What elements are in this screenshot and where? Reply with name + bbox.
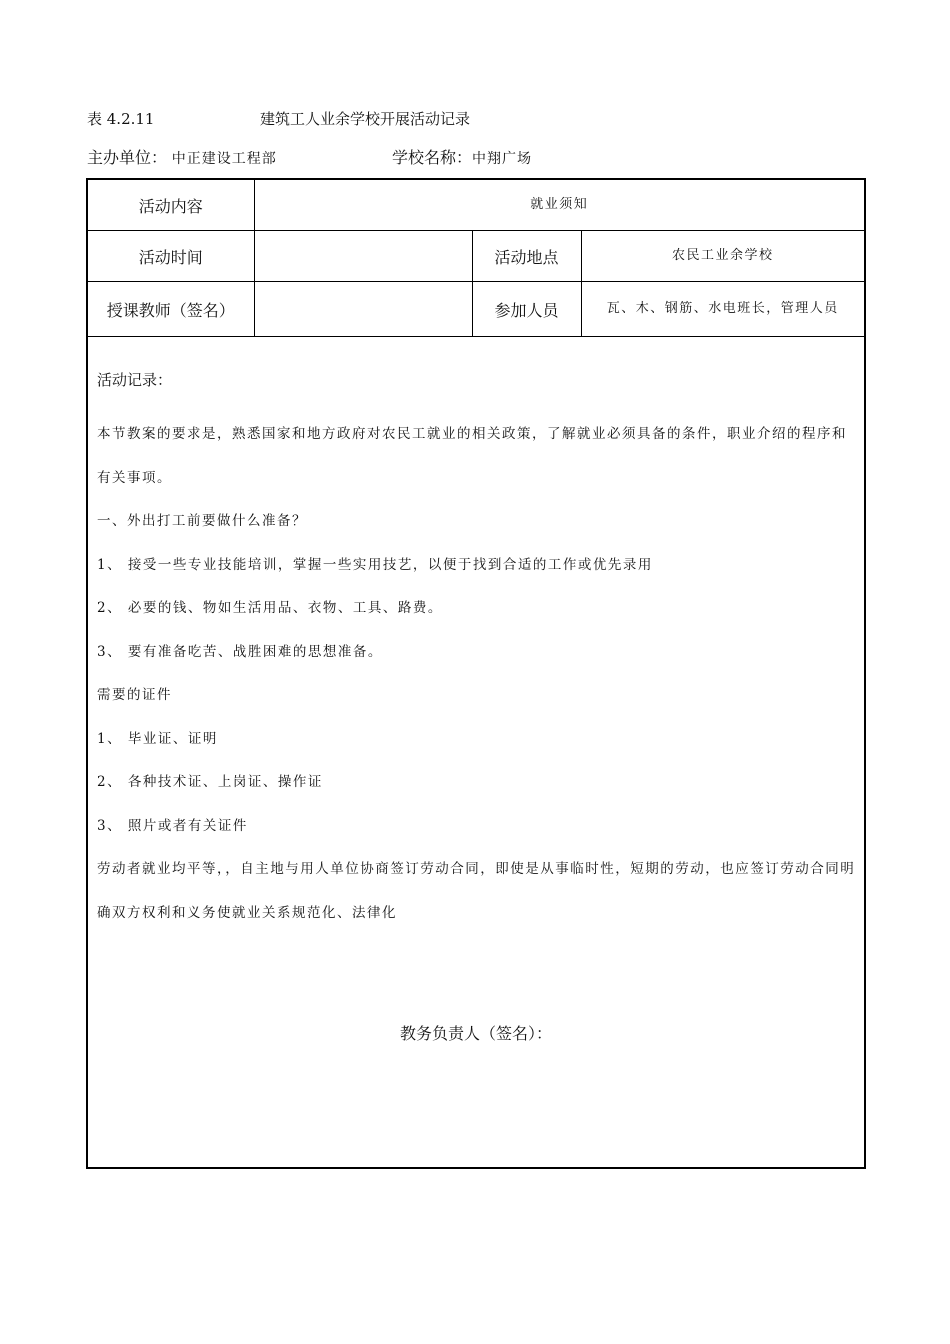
activity-place-label: 活动地点 <box>472 231 581 282</box>
participants-label: 参加人员 <box>472 282 581 337</box>
document-title-line <box>87 108 470 129</box>
activity-place-value: 农民工业余学校 <box>581 231 865 282</box>
activity-record-title: 活动记录： <box>97 371 173 389</box>
header-info-line <box>87 145 532 168</box>
record-paragraph: 需要的证件 <box>97 687 172 703</box>
record-paragraph: 2、 必要的钱、物如生活用品、衣物、工具、路费。 <box>97 600 443 616</box>
host-unit-label: 主办单位： <box>87 148 168 167</box>
activity-content-label: 活动内容 <box>87 179 254 231</box>
host-unit-value: 中正建设工程部 <box>171 151 277 167</box>
host-unit <box>87 145 392 168</box>
record-paragraph: 1、 毕业证、证明 <box>97 730 218 747</box>
record-paragraph: 劳动者就业均平等，，自主地与用人单位协商签订劳动合同，即使是从事临时性，短期的劳动，也应签订劳动合同明确双方权利和义务使就业关系规范化、法律化 <box>97 861 856 921</box>
activity-time-label: 活动时间 <box>87 231 254 282</box>
academic-affairs-signature-label: 教务负责人（签名）： <box>400 1024 553 1043</box>
table-row <box>87 282 865 337</box>
school-name <box>392 145 532 168</box>
table-code: 表 4.2.11 <box>87 110 155 128</box>
teacher-label: 授课教师（签名） <box>87 282 254 337</box>
record-paragraph: 一、外出打工前要做什么准备？ <box>97 513 307 529</box>
activity-record-body <box>97 413 856 935</box>
table-row <box>87 231 865 282</box>
participants-value: 瓦、木、钢筋、水电班长，管理人员 <box>581 282 865 337</box>
activity-time-value <box>254 231 472 282</box>
table-row <box>87 337 865 1169</box>
school-name-value: 中翔广场 <box>472 151 533 167</box>
activity-record-table <box>86 178 866 1169</box>
record-paragraph: 2、 各种技术证、上岗证、操作证 <box>97 774 323 790</box>
table-row <box>87 179 865 231</box>
activity-record-cell <box>87 337 865 1169</box>
school-name-label: 学校名称： <box>392 148 473 167</box>
document-title: 建筑工人业余学校开展活动记录 <box>260 110 471 128</box>
activity-content-value: 就业须知 <box>254 179 865 231</box>
record-paragraph: 1、 接受一些专业技能培训，掌握一些实用技艺，以便于找到合适的工作或优先录用 <box>97 556 653 573</box>
record-paragraph: 本节教案的要求是，熟悉国家和地方政府对农民工就业的相关政策，了解就业必须具备的条件，职业介绍的程序和有关事项。 <box>97 426 847 486</box>
teacher-value <box>254 282 472 337</box>
record-paragraph: 3、 照片或者有关证件 <box>97 817 248 834</box>
record-paragraph: 3、 要有准备吃苦、战胜困难的思想准备。 <box>97 643 383 660</box>
